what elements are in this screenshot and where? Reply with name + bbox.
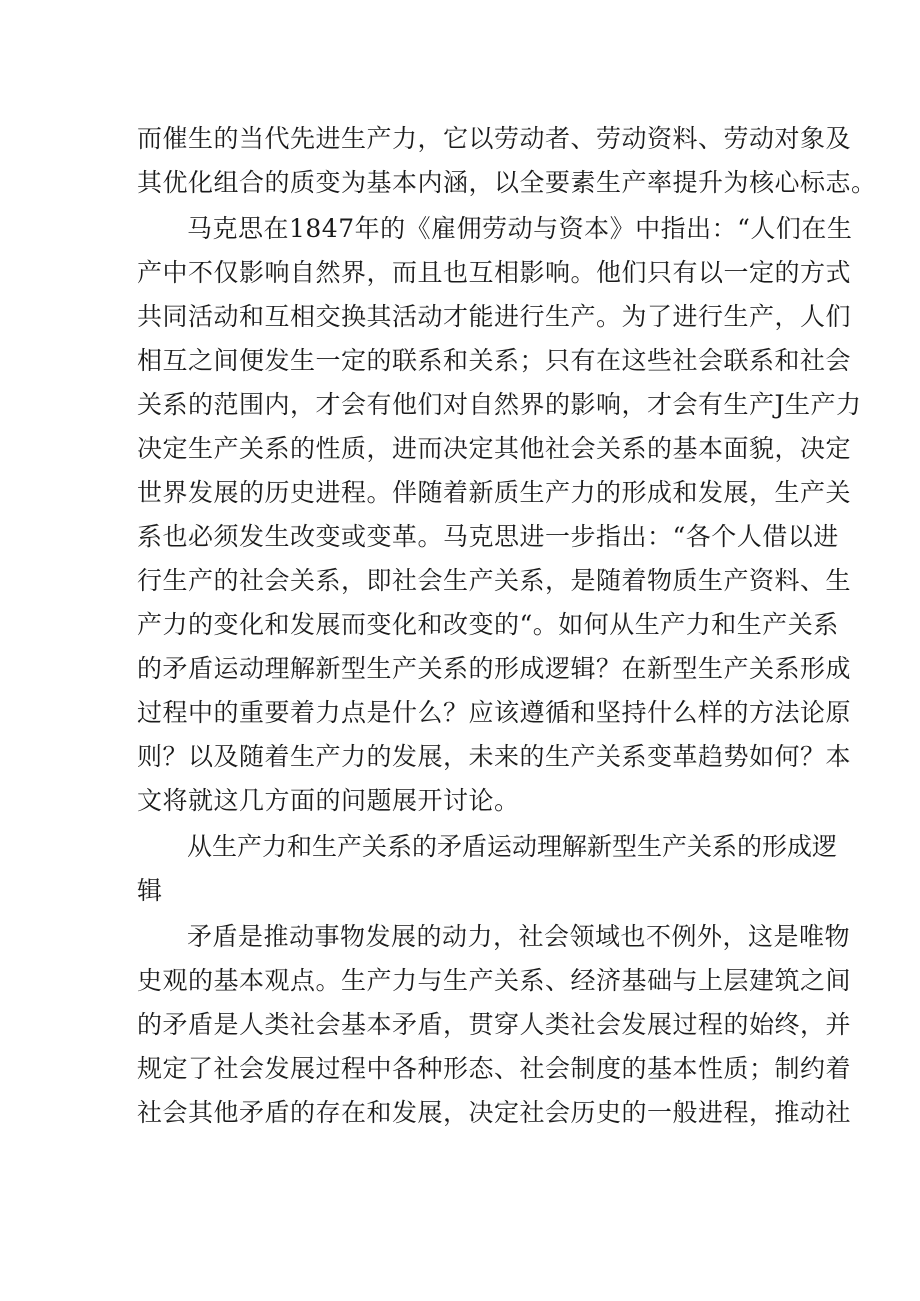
text-line: 社会其他矛盾的存在和发展，决定社会历史的一般进程，推动社 [137,1098,852,1127]
text-line: 史观的基本观点。生产力与生产关系、经济基础与上层建筑之间 [137,966,852,995]
text-line: 文将就这几方面的问题展开讨论。 [137,786,520,815]
text-line: 规定了社会发展过程中各种形态、社会制度的基本性质；制约着 [137,1054,852,1083]
text-line: 的矛盾是人类社会基本矛盾，贯穿人类社会发展过程的始终，并 [137,1010,852,1039]
text-line: 产力的变化和发展而变化和改变的“。如何从生产力和生产关系 [137,610,839,639]
text-line: 过程中的重要着力点是什么？应该遵循和坚持什么样的方法论原 [137,698,852,727]
text-line: 则？以及随着生产力的发展，未来的生产关系变革趋势如何？本 [137,742,852,771]
text-line: 世界发展的历史进程。伴随着新质生产力的形成和发展，生产关 [137,478,852,507]
text-line: 产中不仅影响自然界，而且也互相影响。他们只有以一定的方式 [137,258,852,287]
text-line: 相互之间便发生一定的联系和关系；只有在这些社会联系和社会 [137,346,852,375]
text-line: 系也必须发生改变或变革。马克思进一步指出：“各个人借以进 [137,522,839,551]
text-line: 其优化组合的质变为基本内涵，以全要素生产率提升为核心标志。 [137,168,877,197]
text-line: 的矛盾运动理解新型生产关系的形成逻辑？在新型生产关系形成 [137,654,852,683]
text-line: 关系的范围内，才会有他们对自然界的影响，才会有生产J生产力 [137,390,862,419]
heading-line: 辑 [137,876,163,905]
text-line: 而催生的当代先进生产力，它以劳动者、劳动资料、劳动对象及 [137,124,852,153]
text-line: 矛盾是推动事物发展的动力，社会领域也不例外，这是唯物 [187,922,851,951]
text-line: 马克思在1847年的《雇佣劳动与资本》中指出：“人们在生 [187,214,853,243]
heading-line: 从生产力和生产关系的矛盾运动理解新型生产关系的形成逻 [187,832,838,861]
text-line: 行生产的社会关系，即社会生产关系，是随着物质生产资料、生 [137,566,852,595]
text-line: 决定生产关系的性质，进而决定其他社会关系的基本面貌，决定 [137,434,852,463]
text-line: 共同活动和互相交换其活动才能进行生产。为了进行生产，人们 [137,302,852,331]
